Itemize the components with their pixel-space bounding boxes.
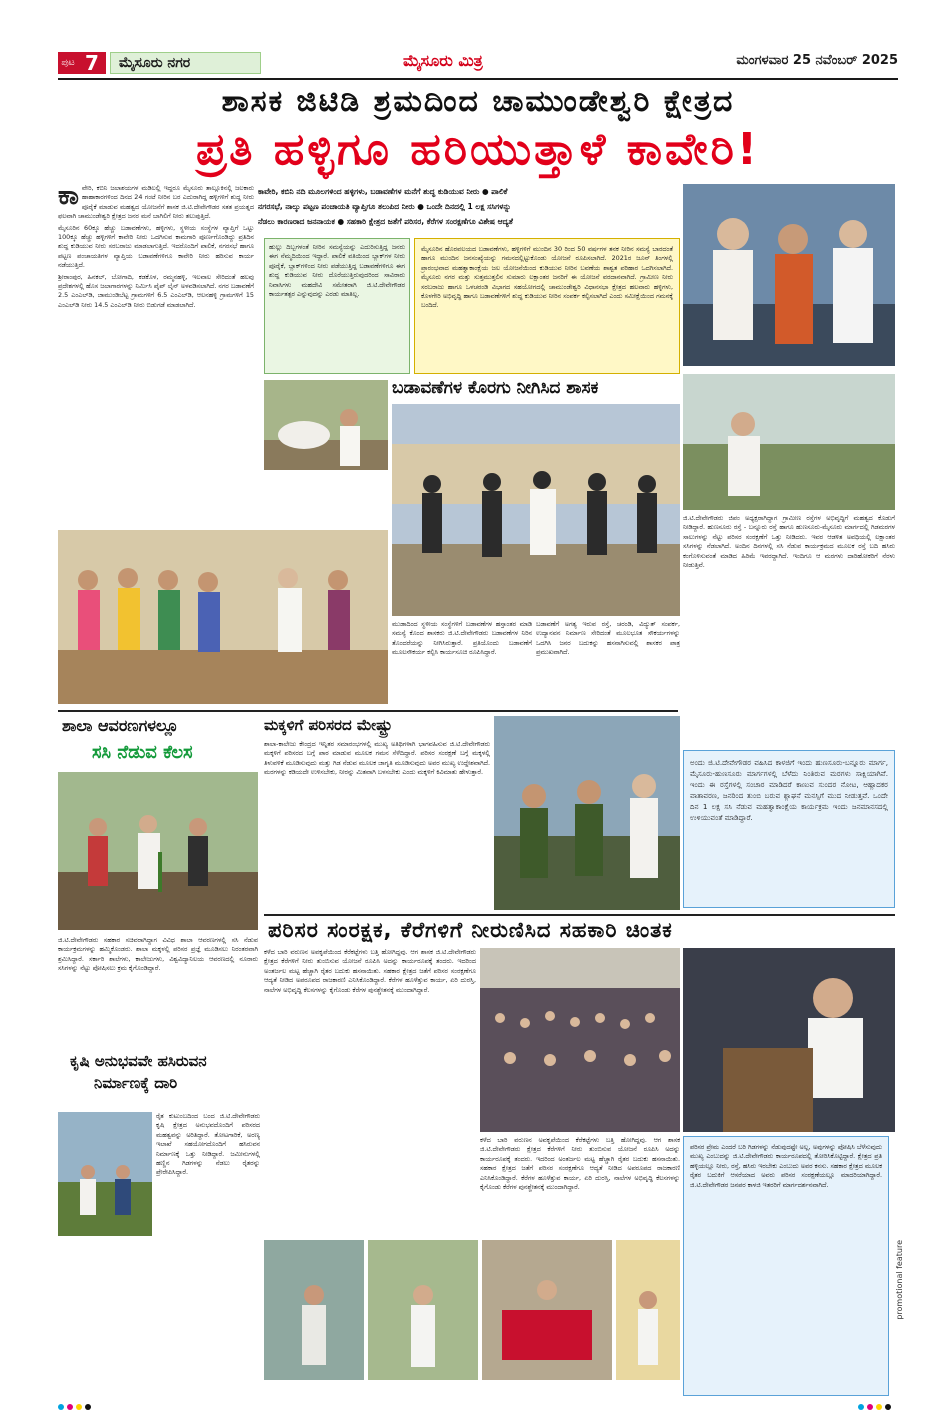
conservation-text: ಕಳೆದ ಬಾರಿ ವರುಣನ ಅವಕೃಪೆಯಿಂದ ಕೆರೆಕಟ್ಟೆಗಳು ಬತ್ತಿ ಹೋಗಿದ್ದವು. ಆಗ ಶಾಸಕ ಜಿ.ಟಿ.ದೇವೇಗೌಡರು ಕ್ಷೇತ್ರದ ಕೆರೆಗಳಿಗೆ ನೀರು ತುಂಬಿಸುವ ಯೋಜನೆ ರೂಪಿಸಿ ಅದನ್ನು ಕಾರ್ಯರೂಪಕ್ಕೆ ತಂದರು. ಇದರಿಂದ ಅಂತರ್ಜಲ ಮಟ್ಟ ಹೆಚ್ಚಾಗಿ ರೈತರ ಬದುಕು ಹಸನಾಯಿತು. ಸಹಕಾರ ಕ್ಷೇತ್ರದ ಜತೆಗೆ ಪರಿಸರ ಸಂರಕ್ಷಣೆಗೂ ಆದ್ಯತೆ ನೀಡಿದ ಅಪರೂಪದ ರಾಜಕಾರಣಿ ಎನಿಸಿಕೊಂಡಿದ್ದಾರೆ. ಕೆರೆಗಳ ಹೂಳೆತ್ತುವ ಕಾರ್ಯ, ಏರಿ ದುರಸ್ತಿ, ನಾಲೆಗಳ ಅಭಿವೃದ್ಧಿ ಕೆಲಸಗಳನ್ನು ಕೈಗೊಂಡು ಕೆರೆಗಳ ಪುನಶ್ಚೇತನಕ್ಕೆ ಮುಂದಾಗಿದ್ದಾರೆ. (264, 948, 476, 994)
registration-marks-left (58, 1404, 91, 1410)
reg-magenta-icon (67, 1404, 73, 1410)
photo-bottom-3 (482, 1240, 612, 1380)
reg-cyan-icon (858, 1404, 864, 1410)
photo-leaders-meeting (683, 184, 895, 366)
conservation-title: ಪರಿಸರ ಸಂರಕ್ಷಕ, ಕೆರೆಗಳಿಗೆ ನೀರುಣಿಸಿದ ಸಹಕಾರಿ ಚಿಂತಕ (268, 918, 673, 942)
photo-layout-inspection (392, 404, 680, 616)
reg-black-icon (85, 1404, 91, 1410)
lead-para-3: ಶ್ರೀರಾಂಪುರ, ಹಿನಕಲ್, ಬೋಗಾದಿ, ಕಡಕೊಳ, ರಮ್ಮನಹಳ್ಳಿ, ಇಲವಾಲ ಸೇರಿದಂತೆ ಹಲವು ಪ್ರದೇಶಗಳಲ್ಲಿ ಹೊಸ ಜಲಾಗಾರಗಳನ್ನು ನಿರ್ಮಿಸಿ ಪೈಪ್ ಲೈನ್ ಅಳವಡಿಸಲಾಗಿದೆ. ನಗರ ಬಡಾವಣೆಗೆ 2.5 ಎಂಎಲ್‌ಡಿ, ಜಾಮುಂಡಿಬೆಟ್ಟ ಗ್ರಾಮಗಳಿಗೆ 6.5 ಎಂಎಲ್‌ಡಿ, ಆಲನಹಳ್ಳಿ ಗ್ರಾಮಗಳಿಗೆ 15 ಎಂಎಲ್‌ಡಿ ನೀರು 14.5 ಎಂಎಲ್‌ಡಿ ನೀರು ಬಿಡುಗಡೆ ಮಾಡಲಾಗಿದೆ. (58, 272, 254, 309)
paper-name: ಮೈಸೂರು ಮಿತ್ರ (403, 51, 483, 70)
lead-para-1: ವೇರಿ, ಕಬಿನಿ ಜಲಾಶಯಗಳ ಮಡಿಲಲ್ಲಿ ಇದ್ದರೂ ಮೈಸೂರು ತಾಲ್ಲೂಕಿನಲ್ಲಿ ಜಲಕಾರು ಹಾಹಾಕಾರಗಳಿಂದ ದಿನದ 24 ಗಂಟೆ ನೀರಿನ ಬರ ಎದುರಾಗಿದ್ದ ಹಳ್ಳಿಗಳಿಗೆ ಶುದ್ಧ ನೀರು ಪೂರೈಕೆ ಮಾಡುವ ಮಹತ್ವದ ಯೋಜನೆಗೆ ಶಾಸಕ ಜಿ.ಟಿ.ದೇವೇಗೌಡರ ಸತತ ಪ್ರಯತ್ನದ ಫಲವಾಗಿ ಚಾಮುಂಡೇಶ್ವರಿ ಕ್ಷೇತ್ರದ ಜನರ ಮನೆ ಬಾಗಿಲಿಗೆ ನೀರು ತಲುಪುತ್ತಿದೆ. (58, 184, 254, 221)
photo-school-planting (58, 772, 258, 930)
badavane-caption-1: ಮುಡಾದಿಂದ ಸ್ಥಳೀಯ ಸಂಸ್ಥೆಗಳಿಗೆ ಬಡಾವಣೆಗಳ ಹಸ್ತಾಂತರ ಮಾಡಿ ಸಮಸ್ಯೆ ಕೊಂದ ಶಾಸಕರು ಜಿ.ಟಿ.ದೇವೇಗೌಡರು ಬಡಾವಣೆಗಳ ನಿರಿನ ತೊಂದರೆಯನ್ನು ನೀಗಿಸಿರುತ್ತಾರೆ. ಪ್ರತಿಯೊಂದು ಬಡಾವಣೆಗೆ ಮೂಲಸೌಕರ್ಯ ಕಲ್ಪಿಸಿ ಕಾರ್ಯಸೂಚಿ ರೂಪಿಸಿದ್ದಾರೆ. (392, 620, 532, 657)
reg-black-icon (885, 1404, 891, 1410)
promotional-feature-label: promotional feature (895, 1240, 904, 1320)
photo-community-event (58, 530, 388, 704)
reg-yellow-icon (76, 1404, 82, 1410)
school-title-2: ಸಸಿ ನೆಡುವ ಕೆಲಸ (92, 742, 193, 763)
highlights-bar (258, 184, 678, 232)
lead-para-2: ಮೈಸೂರಿನ 60ಕ್ಕೂ ಹೆಚ್ಚು ಬಡಾವಣೆಗಳು, ಹಳ್ಳಿಗಳು, ಸ್ಥಳೀಯ ಸಂಸ್ಥೆಗಳ ವ್ಯಾಪ್ತಿಗೆ ಒಟ್ಟು 100ಕ್ಕೂ ಹೆಚ್ಚು ಹಳ್ಳಿಗಳಿಗೆ ಕಾವೇರಿ ನೀರು ಒದಗಿಸುವ ಕಾಮಗಾರಿ ಪೂರ್ಣಗೊಂಡಿದ್ದು ಪ್ರತಿದಿನ ಶುದ್ಧ ಕುಡಿಯುವ ನೀರು ಸರಬರಾಜು ಮಾಡಲಾಗುತ್ತಿದೆ. ಇದರೊಂದಿಗೆ ಪಾಲಿಕೆ, ನಗರಸಭೆ ಹಾಗೂ ಪಟ್ಟಣ ಪಂಚಾಯತಿಗಳ ವ್ಯಾಪ್ತಿಯ ಬಡಾವಣೆಗಳಿಗೂ ಕಾವೇರಿ ನೀರು ಹರಿಸುವ ಕಾರ್ಯ ನಡೆಯುತ್ತಿದೆ. (58, 223, 254, 270)
section-divider-1 (58, 710, 678, 712)
headline-kicker: ಶಾಸಕ ಜಿಟಿಡಿ ಶ್ರಮದಿಂದ ಚಾಮುಂಡೇಶ್ವರಿ ಕ್ಷೇತ್ರದ (221, 84, 735, 119)
reg-cyan-icon (58, 1404, 64, 1410)
section-badavane-title: ಬಡಾವಣೆಗಳ ಕೊರಗು ನೀಗಿಸಿದ ಶಾಸಕ (392, 378, 599, 398)
photo-lake-visit (683, 374, 895, 510)
registration-marks-right (858, 1404, 891, 1410)
blue-info-box-1: ಅಂದು ಜಿ.ಟಿ.ದೇವೇಗೌಡರ ವಹಿಸಿದ ಕಾಳಜಿಗೆ ಇಂದು ಹುಣಸೂರು-ಬನ್ನೂರು ಮಾರ್ಗ, ಮೈಸೂರು-ಹುಣಸೂರು ಮಾರ್ಗಗಳಲ್ಲಿ ಬೆಳೆದು ನಿಂತಿರುವ ಮರಗಳು ಸಾಕ್ಷಿಯಾಗಿವೆ. ಇಂದು ಈ ರಸ್ತೆಗಳಲ್ಲಿ ಸಂಚಾರ ಮಾಡಿದರೆ ಕಾಣುವ ಸುಂದರ ನೋಟ, ಆಹ್ಲಾದಕರ ವಾತಾವರಣ, ಜನರಿಂದ ತುಂಬಿ ಬರುವ ಶ್ಲಾಘನೆ ಮನಸ್ಸಿಗೆ ಮುದ ನೀಡುತ್ತವೆ. ಒಂದೇ ದಿನ 1 ಲಕ್ಷ ಸಸಿ ನೆಡುವ ಮಹತ್ವಾಕಾಂಕ್ಷೆಯ ಕಾರ್ಯಕ್ರಮ ಇಂದು ಜನಮಾನಸದಲ್ಲಿ ಉಳಿಯುವಂತೆ ಮಾಡಿದ್ದಾರೆ. (683, 750, 895, 908)
photo-bottom-4 (616, 1240, 680, 1380)
green-info-box: ಹುಲ್ಲು ದಿಬ್ಬಗಳಂತೆ ನೀರಿನ ಸಮಸ್ಯೆಯನ್ನು ಎದುರಿಸುತ್ತಿದ್ದ ಜನರು ಈಗ ನೆಮ್ಮದಿಯಿಂದ ಇದ್ದಾರೆ. ಪಾಲಿಕೆ ವತಿಯಿಂದ ಬ್ಲಾಕ್‌ಗಳ ನೀರು ಪೂರೈಕೆ, ಬ್ಲಾಕ್‌ಗಳಿಂದ ನೀರು ಪಡೆಯುತ್ತಿದ್ದ ಬಡಾವಣೆಗಳಿಗೂ ಈಗ ಶುದ್ಧ ಕುಡಿಯುವ ನೀರು ದೊರೆಯುತ್ತಿರುವುದರಿಂದ ಸಾವಿರಾರು ನಿವಾಸಿಗಳು ಮಹದೇವಿ ಸಮೇತರಾಗಿ ಜಿ.ಟಿ.ದೇವೇಗೌಡರ ಕಾರ್ಯತತ್ಪರ ಎನ್ನುವುದನ್ನು ಎರಡು ಮಾತಿಲ್ಲ. (264, 238, 410, 374)
photo-bullock-puja (264, 380, 388, 470)
section-divider-2 (264, 914, 895, 916)
children-text: ಶಾಲಾ-ಕಾಲೇಜು ಕೇಂದ್ರದ ಇನ್ನಿತರ ಸಮಾರಂಭಗಳಲ್ಲಿ ಮುಖ್ಯ ಅತಿಥಿಗಳಾಗಿ ಭಾಗವಹಿಸುವ ಜಿ.ಟಿ.ದೇವೇಗೌಡರು ಮಕ್ಕಳಿಗೆ ಪರಿಸರದ ಬಗ್ಗೆ ಪಾಠ ಮಾಡುವ ಮೂಲಕ ಗಮನ ಸೆಳೆದಿದ್ದಾರೆ. ಪರಿಸರ ಸಂರಕ್ಷಣೆ ಬಗ್ಗೆ ಮಕ್ಕಳಲ್ಲಿ ತಿಳುವಳಿಕೆ ಮೂಡಿಸುವುದು ಮತ್ತು ಗಿಡ ನೆಡುವ ಮೂಲಕ ಜಾಗೃತಿ ಮೂಡಿಸುವುದು ಅವರ ಮುಖ್ಯ ಉದ್ದೇಶವಾಗಿದೆ. ಮರಗಳನ್ನು ಕಡಿಯದೇ ಉಳಿಸಬೇಕು, ನೀರನ್ನು ಮಿತವಾಗಿ ಬಳಸಬೇಕು ಎಂದು ಮಕ್ಕಳಿಗೆ ಕಿವಿಮಾತು ಹೇಳುತ್ತಾರೆ. (264, 740, 490, 777)
children-title: ಮಕ್ಕಳಿಗೆ ಪರಿಸರದ ಮೇಷ್ಟ್ರು (264, 716, 393, 734)
agri-title-1: ಕೃಷಿ ಅನುಭವವೇ ಹಸಿರುವನ (70, 1052, 207, 1070)
reg-yellow-icon (876, 1404, 882, 1410)
headline-main: ಪ್ರತಿ ಹಳ್ಳಿಗೂ ಹರಿಯುತ್ತಾಳೆ ಕಾವೇರಿ! (196, 124, 760, 175)
blue-info-box-2: ಪರಿಸರ ಪ್ರೇಮ ಎಂದರೆ ಬರಿ ಗಿಡಗಳನ್ನು ನೆಡುವುದಷ್ಟೇ ಅಲ್ಲ, ಅವುಗಳನ್ನು ಪೋಷಿಸಿ ಬೆಳೆಸುವುದು ಮುಖ್ಯ ಎಂಬುದನ್ನು ಜಿ.ಟಿ.ದೇವೇಗೌಡರು ಕಾರ್ಯರೂಪದಲ್ಲಿ ತೋರಿಸಿಕೊಟ್ಟಿದ್ದಾರೆ. ಕ್ಷೇತ್ರದ ಪ್ರತಿ ಹಳ್ಳಿಯಲ್ಲೂ ನೀರು, ರಸ್ತೆ, ಹಸಿರು ಇರಬೇಕು ಎಂಬುದು ಅವರ ಕನಸು. ಸಹಕಾರ ಕ್ಷೇತ್ರದ ಮೂಲಕ ರೈತರ ಬದುಕಿಗೆ ಆಸರೆಯಾದ ಅವರು ಪರಿಸರ ಸಂರಕ್ಷಣೆಯಲ್ಲೂ ಮಾದರಿಯಾಗಿದ್ದಾರೆ. ಜಿ.ಟಿ.ದೇವೇಗೌಡರ ಜನಪರ ಕಾಳಜಿ ಇತರರಿಗೆ ಮಾರ್ಗದರ್ಶನವಾಗಿದೆ. (683, 1136, 889, 1396)
yellow-info-box: ಮೈಸೂರಿನ ಹೊರವಲಯದ ಬಡಾವಣೆಗಳು, ಹಳ್ಳಿಗಳಿಗೆ ಮುಂದಿನ 30 ರಿಂದ 50 ವರ್ಷಗಳ ತನಕ ನೀರಿನ ಸಮಸ್ಯೆ ಬಾರದಂತೆ ಹಾಗೂ ಮುಂದಿನ ಜನಸಂಖ್ಯೆಯನ್ನು ಗಮನದಲ್ಲಿಟ್ಟುಕೊಂಡು ಯೋಜನೆ ರೂಪಿಸಲಾಗಿದೆ. 2021ರ ಜೂನ್ ತಿಂಗಳಲ್ಲಿ ಪ್ರಾರಂಭವಾದ ಮಹತ್ವಾಕಾಂಕ್ಷೆಯ ಜಲ ಯೋಜನೆಯಿಂದ ಕುಡಿಯುವ ನೀರಿನ ಬವಣೆಯ ಶಾಶ್ವತ ಪರಿಹಾರ ಒದಗಿಸಲಾಗಿದೆ. ಮೈಸೂರು ನಗರ ಮತ್ತು ಸುತ್ತಮುತ್ತಲಿನ ಸುಮಾರು ಲಕ್ಷಾಂತರ ಜನರಿಗೆ ಈ ಯೋಜನೆ ವರದಾನವಾಗಿದೆ. ಗ್ರಾಮೀಣ ನೀರು ಸರಬರಾಜು ಹಾಗೂ ಒಳಚರಂಡಿ ವಿಭಾಗದ ಸಹಯೋಗದಲ್ಲಿ ಚಾಮುಂಡೇಶ್ವರಿ ವಿಧಾನಸಭಾ ಕ್ಷೇತ್ರದ ಹಲವಾರು ಹಳ್ಳಿಗಳು, ಕೊಳಗೇರಿ ಅಭಿವೃದ್ಧಿ ಹಾಗೂ ಬಡಾವಣೆಗಳಿಗೆ ಶುದ್ಧ ಕುಡಿಯುವ ನೀರಿನ ಸಂಪರ್ಕ ಕಲ್ಪಿಸಲಾಗಿದೆ ಎಂದು ಸಮೀಕ್ಷೆಯಿಂದ ಗಮನಕ್ಕೆ ಬಂದಿದೆ. (414, 238, 680, 374)
top-rule (58, 78, 898, 80)
highlight-line-3: ನೆಡಲು ಕಾರಣರಾದ ಜನನಾಯಕ ● ಸಹಕಾರಿ ಕ್ಷೇತ್ರದ ಜತೆಗೆ ಪರಿಸರ, ಕೆರೆಗಳ ಸಂರಕ್ಷಣೆಗೂ ವಿಶೇಷ ಆದ್ಯತೆ (258, 217, 513, 226)
page-label: ಪುಟ (58, 52, 78, 74)
photo-bottom-1 (264, 1240, 364, 1380)
photo-agri-field (58, 1112, 152, 1236)
masthead (58, 50, 898, 76)
page-number: 7 (78, 52, 106, 74)
conservation-text-2: ಕಳೆದ ಬಾರಿ ವರುಣನ ಅವಕೃಪೆಯಿಂದ ಕೆರೆಕಟ್ಟೆಗಳು ಬತ್ತಿ ಹೋಗಿದ್ದವು. ಆಗ ಶಾಸಕ ಜಿ.ಟಿ.ದೇವೇಗೌಡರು ಕ್ಷೇತ್ರದ ಕೆರೆಗಳಿಗೆ ನೀರು ತುಂಬಿಸುವ ಯೋಜನೆ ರೂಪಿಸಿ ಅದನ್ನು ಕಾರ್ಯರೂಪಕ್ಕೆ ತಂದರು. ಇದರಿಂದ ಅಂತರ್ಜಲ ಮಟ್ಟ ಹೆಚ್ಚಾಗಿ ರೈತರ ಬದುಕು ಹಸನಾಯಿತು. ಸಹಕಾರ ಕ್ಷೇತ್ರದ ಜತೆಗೆ ಪರಿಸರ ಸಂರಕ್ಷಣೆಗೂ ಆದ್ಯತೆ ನೀಡಿದ ಅಪರೂಪದ ರಾಜಕಾರಣಿ ಎನಿಸಿಕೊಂಡಿದ್ದಾರೆ. ಕೆರೆಗಳ ಹೂಳೆತ್ತುವ ಕಾರ್ಯ, ಏರಿ ದುರಸ್ತಿ, ನಾಲೆಗಳ ಅಭಿವೃದ್ಧಿ ಕೆಲಸಗಳನ್ನು ಕೈಗೊಂಡು ಕೆರೆಗಳ ಪುನಶ್ಚೇತನಕ್ಕೆ ಮುಂದಾಗಿದ್ದಾರೆ. (480, 1136, 680, 1192)
agri-text: ರೈತ ಕುಟುಂಬದಿಂದ ಬಂದ ಜಿ.ಟಿ.ದೇವೇಗೌಡರು ಕೃಷಿ ಕ್ಷೇತ್ರದ ಅನುಭವದೊಂದಿಗೆ ಪರಿಸರದ ಮಹತ್ವವನ್ನು ಅರಿತಿದ್ದಾರೆ. ತೋಟಗಾರಿಕೆ, ಅರಣ್ಯ ಇಲಾಖೆ ಸಹಯೋಗದೊಂದಿಗೆ ಹಸಿರುವನ ನಿರ್ಮಾಣಕ್ಕೆ ಒತ್ತು ನೀಡಿದ್ದಾರೆ. ಜಮೀನುಗಳಲ್ಲಿ ಹಣ್ಣಿನ ಗಿಡಗಳನ್ನು ನೆಡಲು ರೈತರನ್ನು ಪ್ರೇರೇಪಿಸಿದ್ದಾರೆ. (156, 1112, 260, 1177)
photo-bottom-2 (368, 1240, 478, 1380)
badavane-caption-2: ಬಡಾವಣೆಗೆ ಅಗತ್ಯ ಇರುವ ರಸ್ತೆ, ಚರಂಡಿ, ವಿದ್ಯುತ್ ಸಂಪರ್ಕ, ಉದ್ಯಾನವನ ನಿರ್ಮಾಣ ಸೇರಿದಂತೆ ಮೂಲಭೂತ ಸೌಕರ್ಯಗಳನ್ನು ಒದಗಿಸಿ ಜನರ ಬದುಕನ್ನು ಹಸನಾಗಿಸುವಲ್ಲಿ ಶಾಸಕರ ಪಾತ್ರ ಪ್ರಮುಖವಾಗಿದೆ. (536, 620, 680, 657)
highlight-line-1: ಕಾವೇರಿ, ಕಬಿನಿ ನದಿ ಮೂಲಗಳಿಂದ ಹಳ್ಳಿಗಳು, ಬಡಾವಣೆಗಳ ಮನೆಗೆ ಶುದ್ಧ ಕುಡಿಯುವ ನೀರು ● ಪಾಲಿಕೆ (258, 187, 508, 196)
dropcap: ಕಾ (58, 184, 79, 211)
photo-children-ncc (494, 716, 680, 910)
school-text: ಜಿ.ಟಿ.ದೇವೇಗೌಡರು ಸಹಕಾರ ಸಚಿವರಾಗಿದ್ದಾಗ ವಿವಿಧ ಶಾಲಾ ಆವರಣಗಳಲ್ಲಿ ಸಸಿ ನೆಡುವ ಕಾರ್ಯಕ್ರಮಗಳನ್ನು ಹಮ್ಮಿಕೊಂಡರು. ಶಾಲಾ ಮಕ್ಕಳಲ್ಲಿ ಪರಿಸರ ಪ್ರಜ್ಞೆ ಮೂಡಿಸಲು ನಿರಂತರವಾಗಿ ಶ್ರಮಿಸಿದ್ದಾರೆ. ಸರ್ಕಾರಿ ಶಾಲೆಗಳು, ಕಾಲೇಜುಗಳು, ವಿಶ್ವವಿದ್ಯಾನಿಲಯ ಆವರಣದಲ್ಲಿ ನೂರಾರು ಸಸಿಗಳನ್ನು ನೆಟ್ಟು ಪೋಷಿಸಲು ಕ್ರಮ ಕೈಗೊಂಡಿದ್ದಾರೆ. (58, 936, 258, 973)
photo-speaker-podium (683, 948, 895, 1132)
date-line: ಮಂಗಳವಾರ 25 ನವೆಂಬರ್ 2025 (736, 53, 898, 68)
agri-title-2: ನಿರ್ಮಾಣಕ್ಕೆ ದಾರಿ (94, 1074, 178, 1092)
school-title-1: ಶಾಲಾ ಆವರಣಗಳಲ್ಲೂ (62, 716, 179, 735)
section-name: ಮೈಸೂರು ನಗರ (110, 52, 261, 74)
highlight-line-2: ನಗರಸಭೆ, ನಾಲ್ಕು ಪಟ್ಟಣ ಪಂಚಾಯತಿ ವ್ಯಾಪ್ತಿಗೂ ತಲುಪಿದ ನೀರು ● ಒಂದೇ ದಿನದಲ್ಲಿ 1 ಲಕ್ಷ ಸಸಿಗಳನ್ನು (258, 202, 512, 211)
right-column-text: ಜಿ.ಟಿ.ದೇವೇಗೌಡರು ಜಿಪಂ ಅಧ್ಯಕ್ಷರಾಗಿದ್ದಾಗ ಗ್ರಾಮೀಣ ರಸ್ತೆಗಳ ಅಭಿವೃದ್ಧಿಗೆ ಮಹತ್ವದ ಕೊಡುಗೆ ನೀಡಿದ್ದಾರೆ. ಹುಣಸೂರು ರಸ್ತೆ - ಬನ್ನೂರು ರಸ್ತೆ ಹಾಗೂ ಹುಣಸೂರು-ಮೈಸೂರು ಮಾರ್ಗದಲ್ಲಿ ಗಿಡಮರಗಳ ಸಾಲುಗಳನ್ನು ನೆಟ್ಟು ಪರಿಸರ ಸಂರಕ್ಷಣೆಗೆ ಒತ್ತು ನೀಡಿದರು. ಇವರ ಆಡಳಿತ ಅವಧಿಯಲ್ಲಿ ಲಕ್ಷಾಂತರ ಸಸಿಗಳನ್ನು ನೆಡಲಾಗಿದೆ. ಅಂದಿನ ದಿನಗಳಲ್ಲಿ ಸಸಿ ನೆಡುವ ಕಾರ್ಯಕ್ರಮದ ಮೂಲಕ ರಸ್ತೆ ಬದಿ ಹಸಿರು ಕಂಗೊಳಿಸುವಂತೆ ಮಾಡಿದ ಹಿರಿಮೆ ಇವರದ್ದಾಗಿದೆ. ಇಂದಿಗೂ ಆ ಮರಗಳು ದಾರಿಹೋಕರಿಗೆ ನೆರಳು ನೀಡುತ್ತಿವೆ. (683, 514, 895, 570)
reg-magenta-icon (867, 1404, 873, 1410)
photo-crowd-gathering (480, 948, 680, 1132)
